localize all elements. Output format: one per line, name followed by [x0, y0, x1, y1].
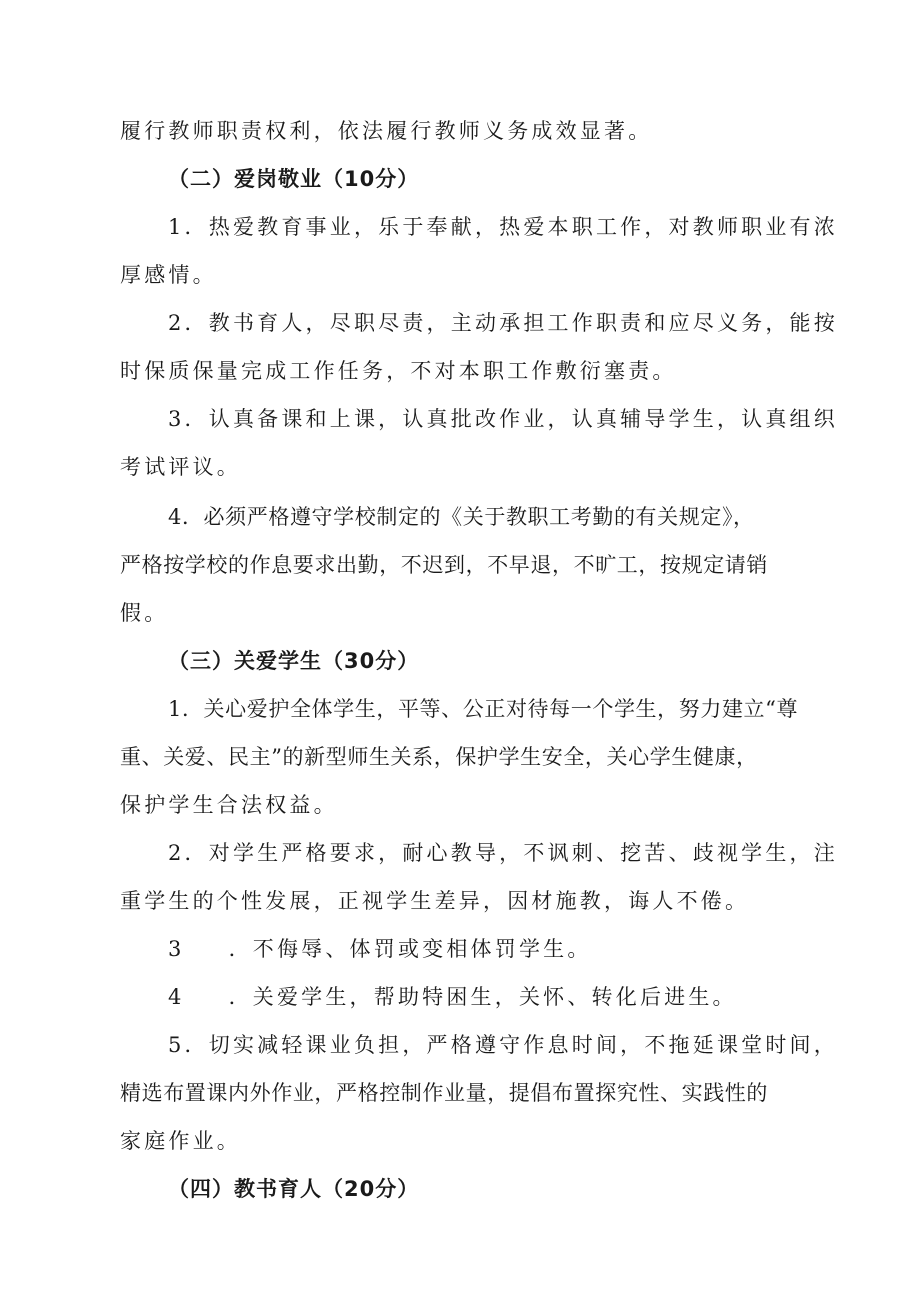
- item-number: 3: [168, 937, 185, 961]
- paragraph-line: 时保质保量完成工作任务，不对本职工作敷衍塞责。: [120, 359, 677, 383]
- paragraph-line: 重、关爱、民主”的新型师生关系，保护学生安全，关心学生健康，: [120, 745, 758, 769]
- paragraph-line: 5．切实减轻课业负担，严格遵守作息时间，不拖延课堂时间，: [168, 1033, 838, 1057]
- paragraph-line: 假。: [120, 601, 169, 625]
- paragraph-line: 精选布置课内外作业，严格控制作业量，提倡布置探究性、实践性的: [120, 1081, 768, 1105]
- section-heading-care-students: （三）关爱学生（30分）: [168, 649, 420, 673]
- paragraph-line: 严格按学校的作息要求出勤，不迟到，不早退，不旷工，按规定请销: [120, 553, 768, 577]
- paragraph-line: 2．对学生严格要求，耐心教导，不讽刺、挖苦、歧视学生，注: [168, 841, 838, 865]
- paragraph-line: 2．教书育人，尽职尽责，主动承担工作职责和应尽义务，能按: [168, 311, 838, 335]
- paragraph-line: [168, 982, 737, 1012]
- item-number: 4: [168, 985, 185, 1009]
- paragraph-line: 厚感情。: [120, 263, 217, 287]
- paragraph-line: 1．关心爱护全体学生，平等、公正对待每一个学生，努力建立“尊: [168, 697, 799, 721]
- paragraph-line: [168, 934, 592, 964]
- paragraph-line: 考试评议。: [120, 455, 241, 479]
- item-text: ．不侮辱、体罚或变相体罚学生。: [228, 937, 592, 961]
- paragraph-line: 3．认真备课和上课，认真批改作业，认真辅导学生，认真组织: [168, 407, 838, 431]
- paragraph-line: 4．必须严格遵守学校制定的《关于教职工考勤的有关规定》，: [168, 505, 755, 529]
- paragraph-line: 重学生的个性发展，正视学生差异，因材施教，诲人不倦。: [120, 889, 750, 913]
- section-heading-dedication: （二）爱岗敬业（10分）: [168, 167, 420, 191]
- section-heading-teaching: （四）教书育人（20分）: [168, 1177, 420, 1201]
- paragraph-line: 家庭作业。: [120, 1129, 241, 1153]
- paragraph-line: 1．热爱教育事业，乐于奉献，热爱本职工作，对教师职业有浓: [168, 215, 838, 239]
- paragraph-line: 履行教师职责权利，依法履行教师义务成效显著。: [120, 119, 653, 143]
- item-text: ．关爱学生，帮助特困生，关怀、转化后进生。: [228, 985, 737, 1009]
- paragraph-line: 保护学生合法权益。: [120, 793, 338, 817]
